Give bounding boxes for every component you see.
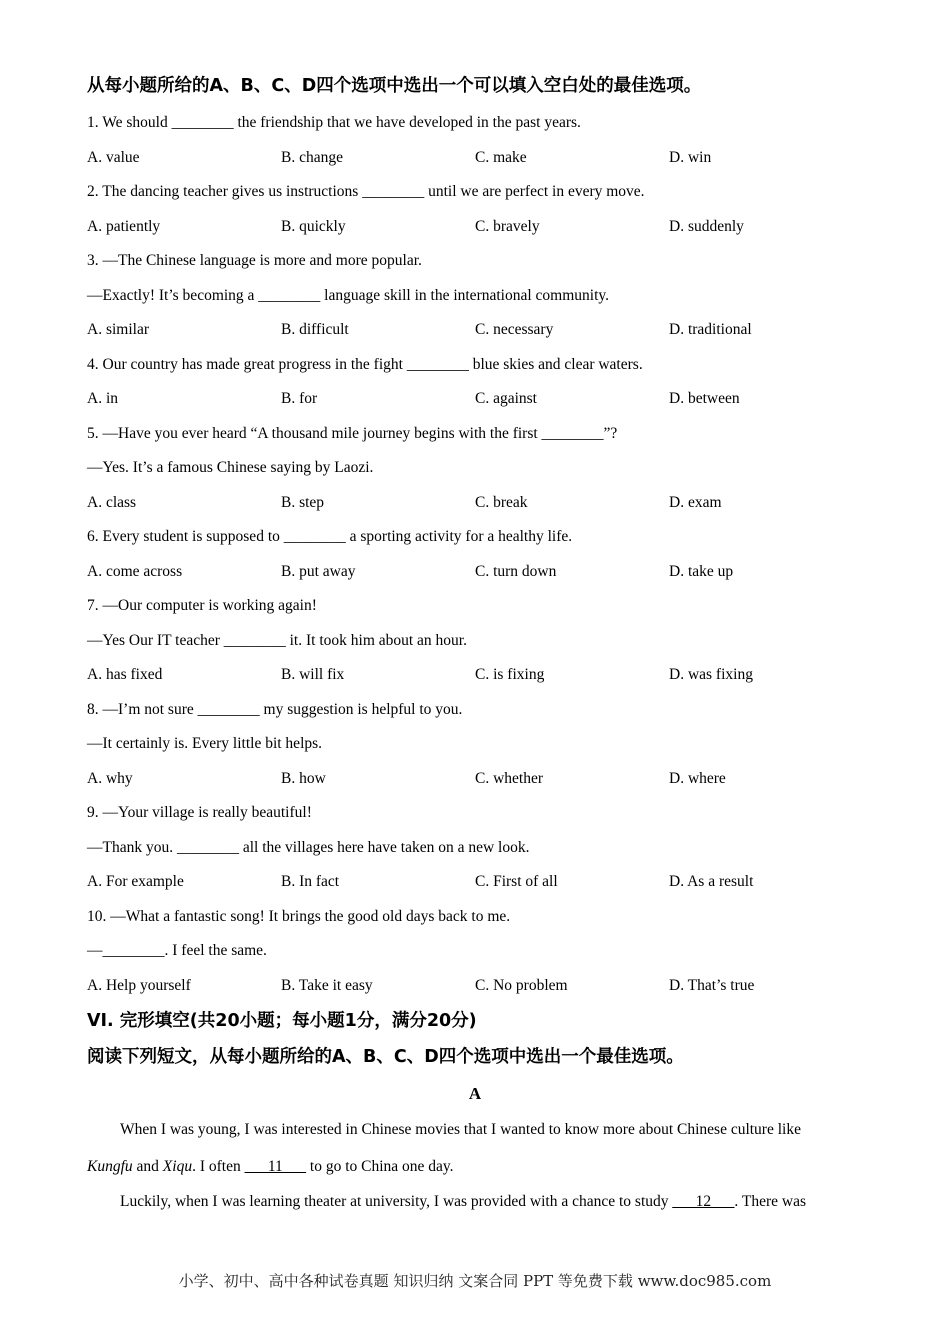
question-stem: 9. —Your village is really beautiful! — [87, 804, 312, 821]
question-stem: 4. Our country has made great progress in the fight ________ blue skies and clear waters. — [87, 355, 643, 373]
passage-line-1: When I was young, I was interested in Chinese movies that I wanted to know more about Chinese culture like — [120, 1121, 801, 1138]
option-b: B. difficult — [281, 321, 349, 338]
passage-text: to go to China one day. — [306, 1158, 454, 1175]
question-reply: —Yes Our IT teacher ________ it. It took him about an hour. — [87, 631, 467, 649]
option-c: C. No problem — [475, 976, 568, 994]
option-d: D. between — [669, 390, 740, 407]
option-d: D. exam — [669, 493, 722, 511]
passage-text: . There was — [734, 1193, 806, 1210]
option-c: C. make — [475, 148, 527, 166]
passage-line-3 — [120, 1192, 895, 1212]
option-d: D. traditional — [669, 321, 752, 338]
question-stem: 8. —I’m not sure ________ my suggestion is helpful to you. — [87, 700, 463, 718]
option-a: A. has fixed — [87, 666, 163, 683]
question-reply: —It certainly is. Every little bit helps. — [87, 735, 323, 752]
option-d: D. was fixing — [669, 666, 753, 683]
question-stem: 6. Every student is supposed to ________ a sporting activity for a healthy life. — [87, 528, 573, 545]
question-stem: 3. —The Chinese language is more and more popular. — [87, 252, 422, 269]
option-c: C. break — [475, 493, 528, 511]
instruction-heading: 从每小题所给的A、B、C、D四个选项中选出一个可以填入空白处的最佳选项。 — [87, 76, 702, 96]
option-a: A. class — [87, 493, 137, 511]
option-b: B. quickly — [281, 217, 346, 235]
option-b: B. put away — [281, 562, 356, 580]
option-a: A. come across — [87, 562, 183, 580]
option-b: B. for — [281, 390, 318, 407]
option-b: B. how — [281, 769, 326, 787]
option-d: D. win — [669, 148, 712, 166]
xiqu-term: Xiqu — [162, 1158, 193, 1175]
option-b: B. step — [281, 493, 325, 511]
question-stem: 2. The dancing teacher gives us instructions ________ until we are perfect in every move. — [87, 183, 645, 200]
question-stem: 10. —What a fantastic song! It brings the good old days back to me. — [87, 907, 511, 925]
option-d: D. suddenly — [669, 217, 744, 235]
question-reply: —Exactly! It’s becoming a ________ language skill in the international community. — [87, 286, 610, 304]
option-a: A. why — [87, 769, 133, 787]
option-c: C. against — [475, 390, 537, 407]
option-a: A. value — [87, 148, 140, 166]
blank-12: ___12___ — [672, 1193, 735, 1210]
passage-text: and — [132, 1158, 163, 1175]
option-c: C. whether — [475, 769, 544, 787]
kungfu-term: Kungfu — [87, 1158, 133, 1175]
question-reply: —Yes. It’s a famous Chinese saying by Laozi. — [87, 459, 374, 476]
option-d: D. That’s true — [669, 976, 755, 994]
question-reply: —Thank you. ________ all the villages here have taken on a new look. — [87, 838, 530, 856]
page-footer: 小学、初中、高中各种试卷真题 知识归纳 文案合同 PPT 等免费下载 www.doc985.com — [178, 1272, 772, 1290]
option-b: B. will fix — [281, 666, 345, 683]
question-stem: 7. —Our computer is working again! — [87, 597, 317, 614]
passage-label: A — [468, 1084, 482, 1103]
option-d: D. where — [669, 769, 726, 787]
option-c: C. turn down — [475, 562, 557, 580]
option-c: C. bravely — [475, 217, 540, 235]
blank-11: ___11___ — [244, 1158, 307, 1175]
option-b: B. In fact — [281, 873, 340, 890]
passage-line-2 — [87, 1157, 862, 1177]
section-title: VI. 完形填空(共20小题；每小题1分，满分20分) — [87, 1011, 477, 1031]
question-stem: 5. —Have you ever heard “A thousand mile journey begins with the first ________”? — [87, 424, 618, 442]
option-a: A. For example — [87, 873, 184, 890]
option-b: B. Take it easy — [281, 976, 373, 994]
section-instruction: 阅读下列短文，从每小题所给的A、B、C、D四个选项中选出一个最佳选项。 — [87, 1047, 684, 1067]
passage-text: . I often — [192, 1158, 245, 1175]
passage-text: Luckily, when I was learning theater at university, I was provided with a chance to study — [120, 1193, 673, 1210]
option-a: A. Help yourself — [87, 976, 191, 994]
option-c: C. is fixing — [475, 666, 545, 683]
option-c: C. First of all — [475, 873, 558, 890]
option-c: C. necessary — [475, 321, 554, 338]
option-a: A. in — [87, 390, 118, 407]
option-d: D. As a result — [669, 873, 754, 890]
option-b: B. change — [281, 148, 343, 166]
question-stem: 1. We should ________ the friendship that we have developed in the past years. — [87, 114, 581, 131]
question-reply: —________. I feel the same. — [87, 942, 267, 959]
option-a: A. patiently — [87, 217, 161, 235]
option-d: D. take up — [669, 562, 734, 580]
option-a: A. similar — [87, 321, 149, 338]
